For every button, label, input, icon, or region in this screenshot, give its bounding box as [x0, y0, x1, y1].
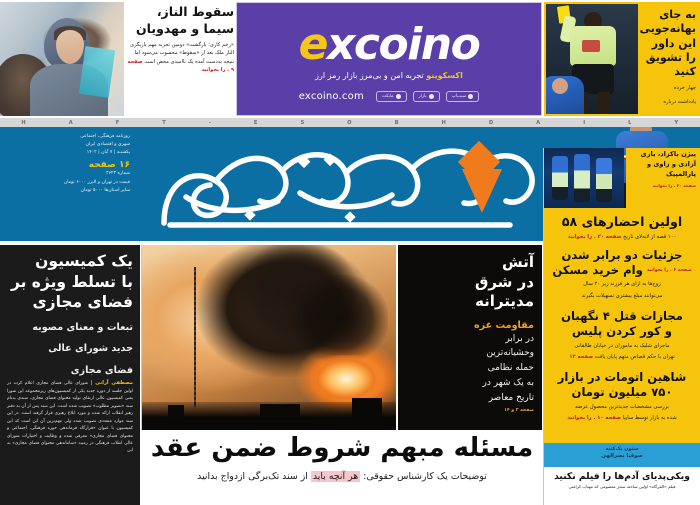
building-shape-2: [260, 404, 300, 416]
latin-letter: H: [441, 119, 447, 126]
excoino-tagline-brand: اکسکوینو: [426, 71, 463, 80]
main-caption-deck-line1: در برابر: [505, 333, 534, 344]
sidebar-item-3-deck-line2-text: تهران با حکم قصاص متهم پایان یافت: [594, 353, 675, 360]
left-headline-line3: فضای مجازی: [32, 293, 133, 312]
antenna-tower-shape: [194, 267, 196, 407]
sidebar-item-3-deck-line2: [550, 353, 694, 361]
publication-descriptor-line2: شهری و اقتصادی ایران: [85, 142, 130, 148]
sidebar-item-3-deck-line1: ماجرای شلیک به ماموران در خیابان طالقانی: [574, 342, 670, 349]
sidebar-item-1-deck: [550, 233, 694, 241]
masthead-logo: [150, 127, 550, 241]
sidebar-item-2-headline-line2: [550, 263, 694, 278]
teal-backdrop-shape: [79, 46, 115, 98]
explosion-photo: [142, 245, 396, 430]
main-caption-deck-line3: حمله نظامی: [487, 363, 534, 374]
top-left-deck-text: «زخم کاری؛ بازگشت» دومین تجربه مهم بازیگری الناز ملک بعد از «سقوط» محسوب می‌شود اما نتیجه به‌دست آمده یک ناامیدی محض است: [130, 42, 234, 65]
sidebar-yellow-panel: [544, 208, 700, 443]
opinion-author: صوفیا نصرالهی: [601, 453, 643, 459]
latin-letter: L: [628, 119, 632, 126]
actress-portrait-photo: [0, 2, 124, 116]
top-right-text: [638, 8, 696, 106]
fire-glow: [310, 355, 382, 403]
left-subhead-line3: فضای مجازی: [70, 364, 133, 376]
sibapp-icon: [468, 94, 473, 99]
top-left-headline-line1: سقوط الناز،: [156, 4, 234, 19]
building-shape-1: [352, 398, 382, 420]
latin-letter: Y: [674, 119, 679, 126]
main-caption-deck-line5: تاریخ معاصر: [488, 392, 534, 403]
top-left-headline-line2: سیما و مهدویان: [136, 20, 234, 36]
smoke-plume-2: [292, 275, 388, 363]
excoino-badge-row: [237, 91, 541, 102]
opinion-deck: فیلم «الفرگاه» اولین ساخته سحر معصومی که مهتاب کرامتی: [568, 484, 676, 489]
bazaar-icon: [429, 94, 434, 99]
latin-letter: I: [583, 119, 586, 126]
sidebar-item-2[interactable]: [544, 246, 700, 305]
top-right-headline-line4: را تشویق: [645, 50, 696, 64]
center-sub-before: توضیحات یک کارشناس حقوقی:: [363, 471, 487, 483]
sidebar-item-4[interactable]: [544, 366, 700, 427]
sport-teaser-line2: آزادی و زاوی و: [646, 159, 696, 168]
referee-right-leg-shape: [598, 92, 610, 114]
opinion-column-band: [544, 443, 700, 467]
athlete-leg-shape-3: [596, 158, 612, 202]
left-byline[interactable]: مصطفی آرانی |: [90, 380, 133, 387]
sidebar-item-4-deck-line1: بررسی مشخصات جدیدترین محصول عرضه: [575, 403, 669, 410]
top-left-story[interactable]: [126, 4, 234, 116]
opinion-column-label: ستون یک‌کتبه: [605, 446, 639, 452]
store-badge-maket-label: مایکت: [381, 94, 394, 99]
column-divider-left: [141, 245, 142, 430]
top-right-deck-line2: یادداشت درباره: [663, 98, 696, 105]
publication-date: یکشنبه | ۷ آبان | ۱۴۰۲: [86, 150, 130, 156]
sidebar-item-3-headline-line1: مجازات قتل ۴ نگهبان: [561, 309, 683, 324]
main-caption-kicker: مقاومت غزه: [473, 319, 534, 331]
left-body-text: [7, 379, 133, 455]
sidebar-item-2-deck-line1: زوج‌ها به ازای هر فرزند زیر ۲۰ سال: [583, 281, 661, 288]
store-badge-sibapp-label: سیب‌اپ: [451, 94, 467, 99]
top-left-page-ref[interactable]: صفحه ۹ . را بخوانید: [127, 58, 234, 73]
latin-title-strip: [0, 118, 700, 127]
excoino-tagline-rest: تجربه امن و بی‌مرز بازار رمز ارز: [315, 71, 424, 80]
right-sidebar: [544, 148, 700, 505]
sport-teaser-line1: پیژن باکزاد، بازی: [640, 150, 696, 158]
main-caption-page-ref[interactable]: صفحه ۲ و ۱۴: [504, 408, 534, 414]
main-caption-headline-line1: آتش: [502, 253, 534, 271]
sidebar-opinion-box[interactable]: [544, 443, 700, 505]
excoino-logo: [237, 19, 541, 70]
sidebar-item-1-page-ref[interactable]: صفحه ۲۰ . را بخوانید: [567, 233, 622, 240]
sidebar-item-1-deck-text: ۱۰۰ قصه از لابه‌لای تاریخ: [623, 233, 677, 240]
referee-photo: [546, 4, 638, 114]
top-right-headline-line5: کنید: [674, 65, 696, 79]
sidebar-item-4-headline-line1: شاهین اتومات در بازار: [557, 370, 687, 385]
store-badge-bazaar-label: بازار: [418, 94, 427, 99]
sport-teaser-line3: پارالمپیک: [665, 169, 696, 178]
sport-teaser-page-ref[interactable]: صفحه ۲۰ . را بخوانید: [652, 182, 696, 188]
store-badge-sibapp[interactable]: [446, 91, 480, 102]
left-subhead-line2: جدید شورای عالی: [48, 343, 133, 355]
latin-letter: O: [347, 119, 352, 126]
top-left-deck: [126, 41, 234, 74]
latin-letter: H: [21, 119, 26, 126]
excoino-logo-bitcoin-e: e: [298, 19, 327, 70]
athlete-leg-shape-2: [574, 154, 590, 202]
store-badge-maket[interactable]: [376, 91, 407, 102]
left-headline-line2: با تسلط ویژه بر: [10, 272, 133, 291]
latin-letter: A: [536, 119, 541, 126]
referee-badge-shape: [582, 40, 600, 52]
opinion-body: [544, 467, 700, 491]
latin-letter: S: [300, 119, 305, 126]
masthead-info-block: [6, 133, 130, 195]
center-main-headline: مسئله مبهم شروط ضمن عقد: [150, 433, 534, 463]
center-sub-highlight: هر آنچه باید: [312, 471, 359, 483]
issue-number: شماره ۲۶۲۳: [106, 171, 130, 177]
main-caption-headline-line3: مدیترانه: [475, 292, 534, 310]
latin-letter: F: [115, 119, 120, 126]
left-body-copy: شورای عالی فضای مجازی اعلام کرده در اولین جلسه از دوره جدید یکی از کمیسیون‌های زیرمجموعه این شورا یعنی کمیسیون عالی ارتقای تولید محتوای فضای مجازی، سندی به‌نام سند «تصویر مطلوب» تصویب شده است. این سند پس از آن به دفتر رهبر انقلاب ارائه شده و مورد ابلاغ رهبری قرار گرفته است. در این سند موارد متعددی تصویب شده ولی مهم‌ترین آن این است که این کمیسیون با عنوان «قرارگاه فرماندهی حوزه فرهنگی، اجتماعی و محتوای فضای مجازی» معرفی شده و وظایف و اختیارات شورای عالی انقلاب فرهنگی در زمینه «ساماندهی محتوای فضای مجازی» به این: [7, 381, 133, 454]
top-right-deck-line1: چهار خرده: [673, 85, 696, 92]
column-divider-right: [543, 148, 544, 505]
publication-descriptor-line1: روزنامه فرهنگی، اجتماعی: [80, 134, 130, 139]
sidebar-item-4-deck-line2-text: شده به بازار توسط سایپا: [622, 414, 677, 421]
sidebar-item-4-page-ref[interactable]: صفحه ۱۰ . را بخوانید: [567, 414, 622, 421]
top-right-headline-line3: این داور: [651, 36, 696, 50]
store-badge-bazaar[interactable]: [413, 91, 440, 102]
main-caption-deck-line4: به یک شهر در: [482, 377, 534, 388]
latin-letter: E: [253, 119, 258, 126]
center-main-headline-block[interactable]: [142, 433, 542, 484]
excoino-website[interactable]: excoino.com: [298, 91, 364, 102]
player-face-shape: [552, 78, 568, 94]
opinion-headline: ویکی‌پدیای آدم‌ها را فیلم نکنید: [554, 471, 690, 482]
excoino-tagline: [237, 71, 541, 80]
excoino-advertisement[interactable]: [236, 2, 542, 116]
sidebar-item-2-page-ref[interactable]: صفحه ۶ . را بخوانید: [646, 267, 692, 273]
price-block: [6, 179, 130, 195]
sidebar-item-3[interactable]: [544, 305, 700, 366]
latin-letter: -: [208, 119, 212, 126]
sidebar-item-2-headline-line2-text: وام خرید مسکن: [552, 262, 643, 277]
main-caption-headline-line2: در شرق: [474, 272, 534, 291]
main-photo-caption[interactable]: [398, 245, 542, 430]
main-caption-deck-line2: وحشیانه‌ترین: [486, 348, 534, 359]
top-right-story[interactable]: [544, 2, 700, 116]
sidebar-item-4-deck-line2: [550, 414, 694, 422]
sidebar-item-2-deck-line2: می‌توانند مبلغ بیشتری تسهیلات بگیرند: [581, 292, 663, 299]
maket-icon: [396, 94, 401, 99]
center-column: [142, 245, 542, 505]
athlete-leg-shape-1: [552, 156, 568, 200]
center-sub-after: از سند تک‌برگی ازدواج بدانید: [197, 471, 308, 483]
top-right-headline-line1: به جای: [659, 8, 696, 21]
sidebar-item-3-page-ref[interactable]: صفحه ۱۲: [569, 353, 594, 360]
page-count: ۱۶ صفحه: [88, 160, 130, 171]
sidebar-item-1-headline: اولین احضارهای ۵۸: [561, 214, 683, 229]
athletes-legs-photo: [544, 148, 624, 208]
price-tehran: قیمت در تهران و البرز ۶۰۰۰ تومان: [63, 180, 130, 186]
excoino-logo-rest: xcoino: [327, 19, 480, 70]
center-subheadline: [142, 470, 542, 484]
left-column-story[interactable]: [0, 245, 140, 505]
latin-letter: T: [162, 119, 167, 126]
latin-letter: A: [68, 119, 74, 126]
building-shape-3: [168, 405, 184, 418]
top-strip: [0, 0, 700, 118]
sidebar-sport-teaser[interactable]: [626, 148, 700, 208]
sidebar-item-3-headline-line2: و کور کردن پلیس: [571, 323, 672, 338]
left-headline-line1: یک کمیسیون: [35, 252, 133, 270]
top-right-headline-line2: بهانه‌جویی: [639, 22, 696, 36]
sidebar-item-2-headline-line1: جزئیات دو برابر شدن: [561, 248, 683, 263]
left-subhead-line1: تبعات و معنای مصوبه: [32, 321, 133, 333]
price-other-provinces: سایر استان‌ها ۵۰۰۰ تومان: [80, 187, 130, 193]
sidebar-item-1[interactable]: [544, 208, 700, 246]
sidebar-item-4-headline-line2: ۷۵۰ میلیون تومان: [571, 384, 673, 399]
latin-letter: B: [394, 119, 399, 126]
latin-letter: D: [488, 119, 494, 126]
